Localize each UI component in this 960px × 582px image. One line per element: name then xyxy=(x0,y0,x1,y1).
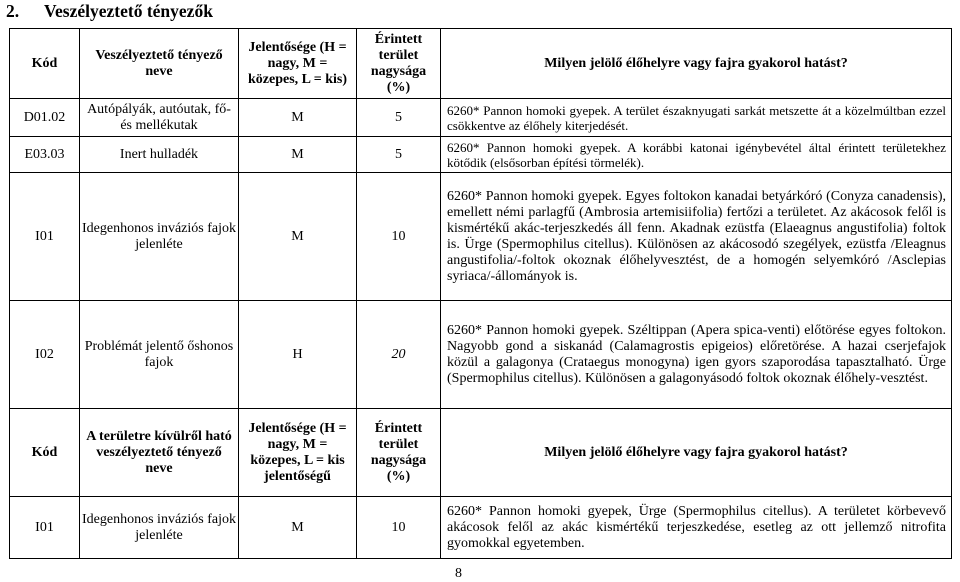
row-terulet: 10 xyxy=(357,173,441,301)
table-row xyxy=(10,99,952,137)
header2-terulet: Érintett terület nagysága (%) xyxy=(357,409,441,497)
row-terulet: 5 xyxy=(357,99,441,137)
table-row xyxy=(10,137,952,173)
header-jelentoseg: Jelentősége (H = nagy, M = közepes, L = kis) xyxy=(239,29,357,99)
row-tenyezo: Idegenhonos inváziós fajok jelenléte xyxy=(80,497,239,559)
header-terulet: Érintett terület nagysága (%) xyxy=(357,29,441,99)
header2-tenyezo: A területre kívülről ható veszélyeztető tényező neve xyxy=(80,409,239,497)
row-jelentoseg: M xyxy=(239,99,357,137)
section-title xyxy=(6,0,213,22)
header-row-external xyxy=(10,409,952,497)
row-tenyezo: Idegenhonos inváziós fajok jelenléte xyxy=(80,173,239,301)
header-hatas: Milyen jelölő élőhelyre vagy fajra gyakorol hatást? xyxy=(441,29,952,99)
header2-kod: Kód xyxy=(10,409,80,497)
row-kod: I02 xyxy=(10,301,80,409)
header-row xyxy=(10,29,952,99)
row-kod: D01.02 xyxy=(10,99,80,137)
row-hatas: 6260* Pannon homoki gyepek. A terület északnyugati sarkát metszette át a közelmúltban ezzel csökkentve az élőhely kiterjedését. xyxy=(441,99,952,137)
page-number: 8 xyxy=(455,566,462,581)
row-kod: I01 xyxy=(10,173,80,301)
header2-jelentoseg: Jelentősége (H = nagy, M = közepes, L = kis jelentőségű xyxy=(239,409,357,497)
row-hatas: 6260* Pannon homoki gyepek. Széltippan (Apera spica-venti) előtörése egyes foltokon. Nagyobb gond a siskanád (Calamagrostis epigeios) előretörése. A hazai cserjefajok közül a galagonya (Crataegus monogyna) igen gyors szaporodása tapasztalható. Ürge (Spermophilus citellus). Különösen a galagonyásodó foltok okoznak élőhely-vesztést. xyxy=(441,301,952,409)
header-kod: Kód xyxy=(10,29,80,99)
row-jelentoseg: M xyxy=(239,173,357,301)
row-tenyezo: Autópályák, autóutak, fő- és mellékutak xyxy=(80,99,239,137)
row-terulet: 10 xyxy=(357,497,441,559)
row-jelentoseg: M xyxy=(239,137,357,173)
section-title-text: Veszélyeztető tényezők xyxy=(44,1,213,21)
row-jelentoseg: M xyxy=(239,497,357,559)
row-jelentoseg: H xyxy=(239,301,357,409)
table-row xyxy=(10,497,952,559)
row-hatas: 6260* Pannon homoki gyepek, Ürge (Spermophilus citellus). A területet körbevevő akácosok felől az akác kismértékű terjeszkedése, esetleg az ott jellemző nitrofita gyomokkal egyetemben. xyxy=(441,497,952,559)
row-kod: I01 xyxy=(10,497,80,559)
row-hatas: 6260* Pannon homoki gyepek. A korábbi katonai igénybevétel által érintett területekhez kötődik (elsősorban építési törmelék). xyxy=(441,137,952,173)
table-row xyxy=(10,173,952,301)
section-number: 2. xyxy=(6,1,20,21)
table-row xyxy=(10,301,952,409)
threat-table xyxy=(9,28,952,559)
header-tenyezo: Veszélyeztető tényező neve xyxy=(80,29,239,99)
row-terulet: 5 xyxy=(357,137,441,173)
row-tenyezo: Problémát jelentő őshonos fajok xyxy=(80,301,239,409)
row-hatas: 6260* Pannon homoki gyepek. Egyes foltokon kanadai betyárkóró (Conyza canadensis), emellett némi parlagfű (Ambrosia artemisiifolia) fertőzi a területet. Az akácosok felől is kismértékű akác-terjeszkedés áll fenn. Akadnak ezüstfa (Elaeagnus angustifolia) foltok is. Ürge (Spermophilus citellus). Különösen az akácosodó szegélyek, ezüstfa /Eleagnus angustifolia/-foltok okoznak élőhelyvesztést, de a homogén selyemkóró /Asclepias syriaca/-állományok is. xyxy=(441,173,952,301)
row-tenyezo: Inert hulladék xyxy=(80,137,239,173)
header2-hatas: Milyen jelölő élőhelyre vagy fajra gyakorol hatást? xyxy=(441,409,952,497)
row-terulet: 20 xyxy=(357,301,441,409)
row-kod: E03.03 xyxy=(10,137,80,173)
